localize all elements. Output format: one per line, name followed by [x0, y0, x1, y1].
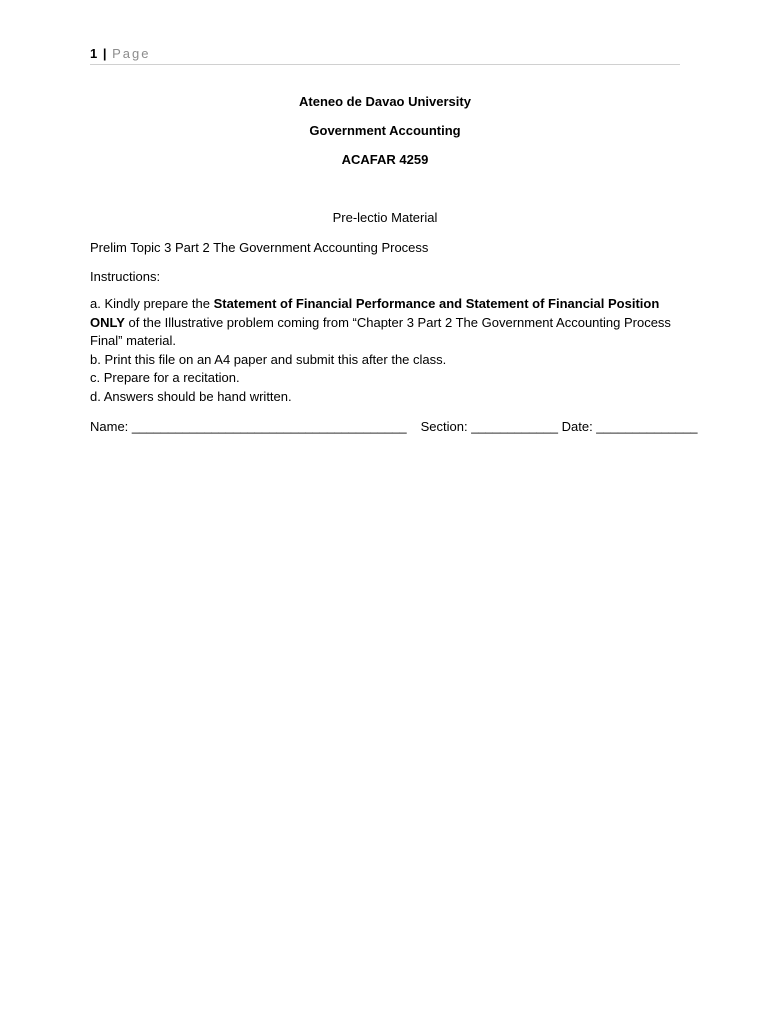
instruction-a-prefix: a. Kindly prepare the	[90, 296, 214, 311]
section-field: Section: ____________	[420, 419, 558, 434]
name-field: Name: ______________________________________	[90, 419, 407, 434]
page-header	[90, 46, 680, 65]
course-title: Government Accounting	[309, 123, 461, 138]
instruction-a-bold: Statement of Financial Performance and Statement of Financial Position ONLY	[90, 296, 660, 330]
topic-line: Prelim Topic 3 Part 2 The Government Accounting Process	[90, 240, 429, 255]
page-number: 1	[90, 46, 98, 61]
course-code: ACAFAR 4259	[341, 152, 429, 167]
document-subtitle: Pre-lectio Material	[332, 210, 438, 225]
page-word: Page	[112, 46, 151, 61]
instruction-b: b. Print this file on an A4 paper and submit this after the class.	[90, 351, 447, 367]
instructions-label: Instructions:	[90, 269, 161, 284]
university-title: Ateneo de Davao University	[299, 94, 471, 109]
fill-in-fields	[90, 419, 698, 434]
instruction-d: d. Answers should be hand written.	[90, 388, 292, 404]
instruction-c: c. Prepare for a recitation.	[90, 370, 240, 385]
date-field: Date: ______________	[561, 419, 698, 434]
instruction-a	[90, 295, 680, 351]
instructions-list	[90, 295, 680, 406]
instruction-a-suffix: of the Illustrative problem coming from “Chapter 3 Part 2 The Government Accounting Process Final” material.	[90, 314, 671, 348]
page-separator: |	[102, 46, 107, 61]
